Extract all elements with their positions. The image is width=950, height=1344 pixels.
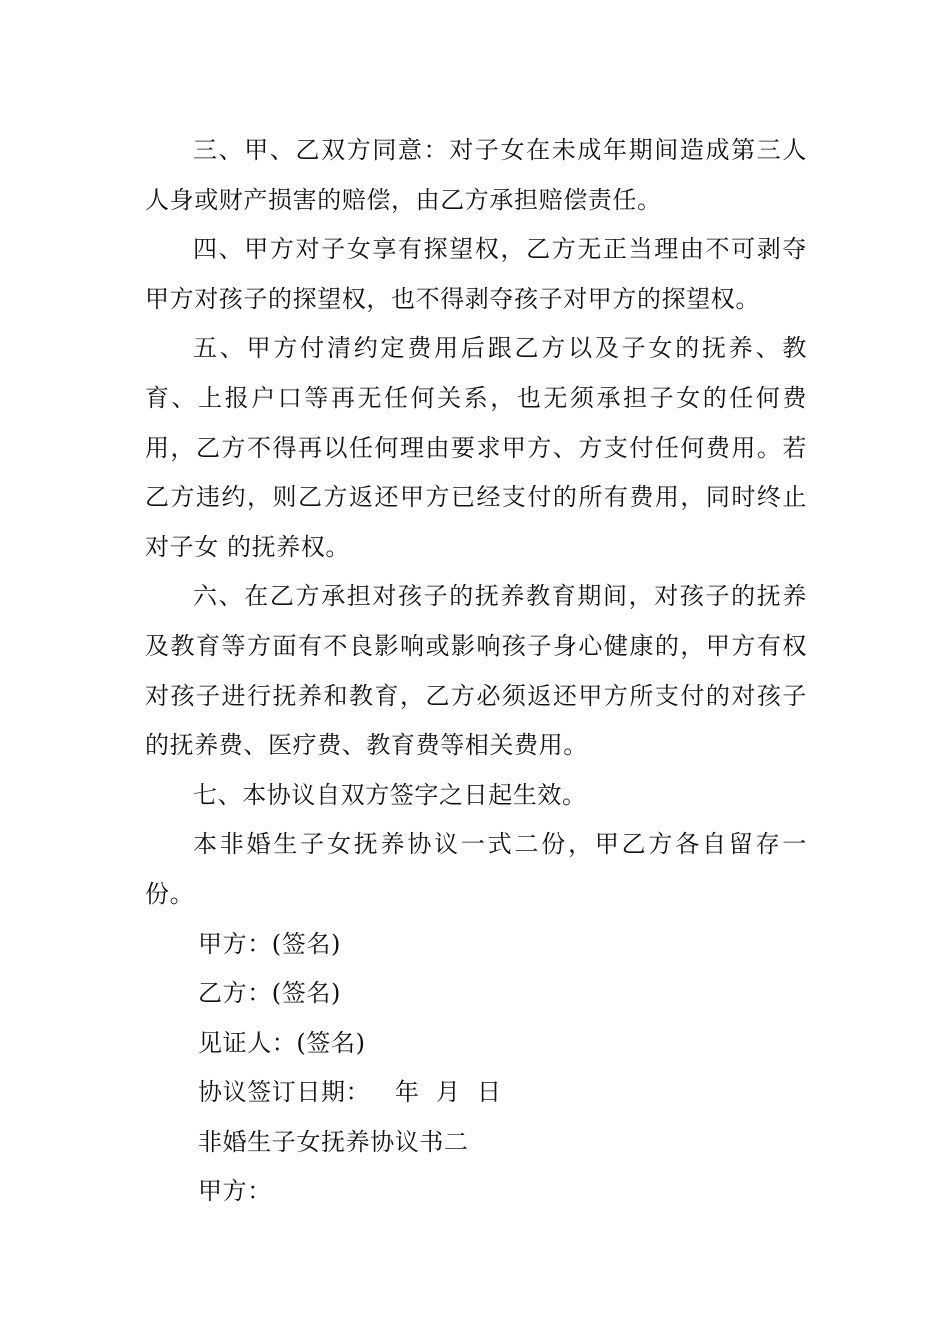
- signing-date: 协议签订日期： 年 月 日: [198, 1078, 502, 1107]
- copies-clause: 本非婚生子女抚养协议一式二份，甲乙方各自留存一份。: [145, 830, 807, 908]
- party-b-signature: 乙方：(签名): [198, 979, 341, 1008]
- clause-three: 三、甲、乙双方同意：对子女在未成年期间造成第三人人身或财产损害的赔偿，由乙方承担赔偿责任。: [145, 136, 807, 214]
- clause-five: 五、甲方付清约定费用后跟乙方以及子女的抚养、教育、上报户口等再无任何关系，也无须承担子女的任何费用，乙方不得再以任何理由要求甲方、方支付任何费用。若乙方违约，则乙方返还甲方已经支付的所有费用，同时终止对子女 的抚养权。: [145, 334, 807, 561]
- witness-signature: 见证人：(签名): [198, 1028, 366, 1057]
- clause-four: 四、甲方对子女享有探望权，乙方无正当理由不可剥夺甲方对孩子的探望权，也不得剥夺孩子对甲方的探望权。: [145, 235, 807, 313]
- clause-seven: 七、本协议自双方签字之日起生效。: [193, 780, 587, 809]
- next-party-a-label: 甲方：: [198, 1177, 272, 1206]
- next-agreement-title: 非婚生子女抚养协议书二: [198, 1127, 469, 1156]
- document-body: [145, 126, 807, 1217]
- clause-six: 六、在乙方承担对孩子的抚养教育期间，对孩子的抚养及教育等方面有不良影响或影响孩子身心健康的，甲方有权对孩子进行抚养和教育，乙方必须返还甲方所支付的对孩子的抚养费、医疗费、教育费等相关费用。: [145, 582, 807, 760]
- party-a-signature: 甲方：(签名): [198, 929, 341, 958]
